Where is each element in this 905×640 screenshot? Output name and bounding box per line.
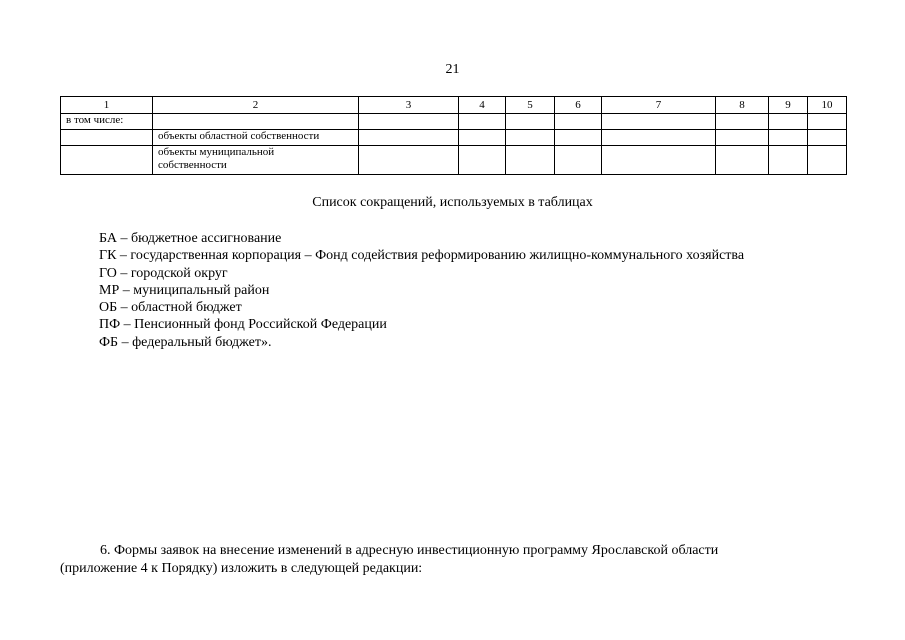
abbreviations-title: Список сокращений, используемых в таблицах: [312, 195, 593, 210]
table-cell: объекты областной собственности: [153, 130, 359, 146]
table-header-cell: 8: [716, 97, 769, 114]
body-paragraph: [60, 542, 780, 578]
abbreviation-item: ГО – городской округ: [99, 265, 228, 281]
table-row: [61, 114, 847, 130]
table-header-row: [61, 97, 847, 114]
table-cell: [808, 146, 847, 175]
table-header-cell: 3: [359, 97, 459, 114]
table-cell: [153, 114, 359, 130]
table-cell: в том числе:: [61, 114, 153, 130]
table-cell: [555, 114, 602, 130]
table-cell: [359, 130, 459, 146]
abbreviation-item: МР – муниципальный район: [99, 282, 270, 298]
abbreviation-item: ГК – государственная корпорация – Фонд содействия реформированию жилищно-коммунального хозяйства: [99, 248, 745, 264]
table-header-cell: 1: [61, 97, 153, 114]
table-cell: [769, 146, 808, 175]
table-header-cell: 6: [555, 97, 602, 114]
table-cell: [359, 146, 459, 175]
abbreviations-list: [99, 230, 744, 351]
paragraph-line: (приложение 4 к Порядку) изложить в следующей редакции:: [60, 561, 423, 576]
table-row: [61, 130, 847, 146]
abbreviation-item: ОБ – областной бюджет: [99, 300, 242, 316]
page-number: 21: [445, 62, 460, 77]
table-cell: [506, 130, 555, 146]
table-cell: [602, 146, 716, 175]
table-cell: [359, 114, 459, 130]
abbreviation-item: БА – бюджетное ассигнование: [99, 231, 282, 246]
paragraph-line: 6. Формы заявок на внесение изменений в адресную инвестиционную программу Ярославской области: [100, 543, 719, 558]
table-cell: [506, 146, 555, 175]
table-cell: [808, 114, 847, 130]
table-cell: [61, 146, 153, 175]
table-cell: [555, 130, 602, 146]
table-cell: [459, 146, 506, 175]
table-cell: [459, 114, 506, 130]
table-cell: [716, 146, 769, 175]
abbreviation-item: ФБ – федеральный бюджет».: [99, 334, 272, 350]
table-cell: объекты муниципальной собственности: [153, 146, 359, 175]
table-header-cell: 2: [153, 97, 359, 114]
table-cell: [716, 114, 769, 130]
table-cell: [769, 130, 808, 146]
table-cell: [61, 130, 153, 146]
table-header-cell: 5: [506, 97, 555, 114]
table-cell: [555, 146, 602, 175]
table-cell: [602, 114, 716, 130]
table-cell: [459, 130, 506, 146]
table-cell: [716, 130, 769, 146]
data-table: [60, 96, 847, 175]
table-header-cell: 9: [769, 97, 808, 114]
abbreviation-item: ПФ – Пенсионный фонд Российской Федерации: [99, 317, 387, 333]
table-header-cell: 4: [459, 97, 506, 114]
table-cell: [808, 130, 847, 146]
table-header-cell: 10: [808, 97, 847, 114]
table-row: [61, 146, 847, 175]
table-cell: [602, 130, 716, 146]
table-cell: [769, 114, 808, 130]
table-cell: [506, 114, 555, 130]
table-header-cell: 7: [602, 97, 716, 114]
